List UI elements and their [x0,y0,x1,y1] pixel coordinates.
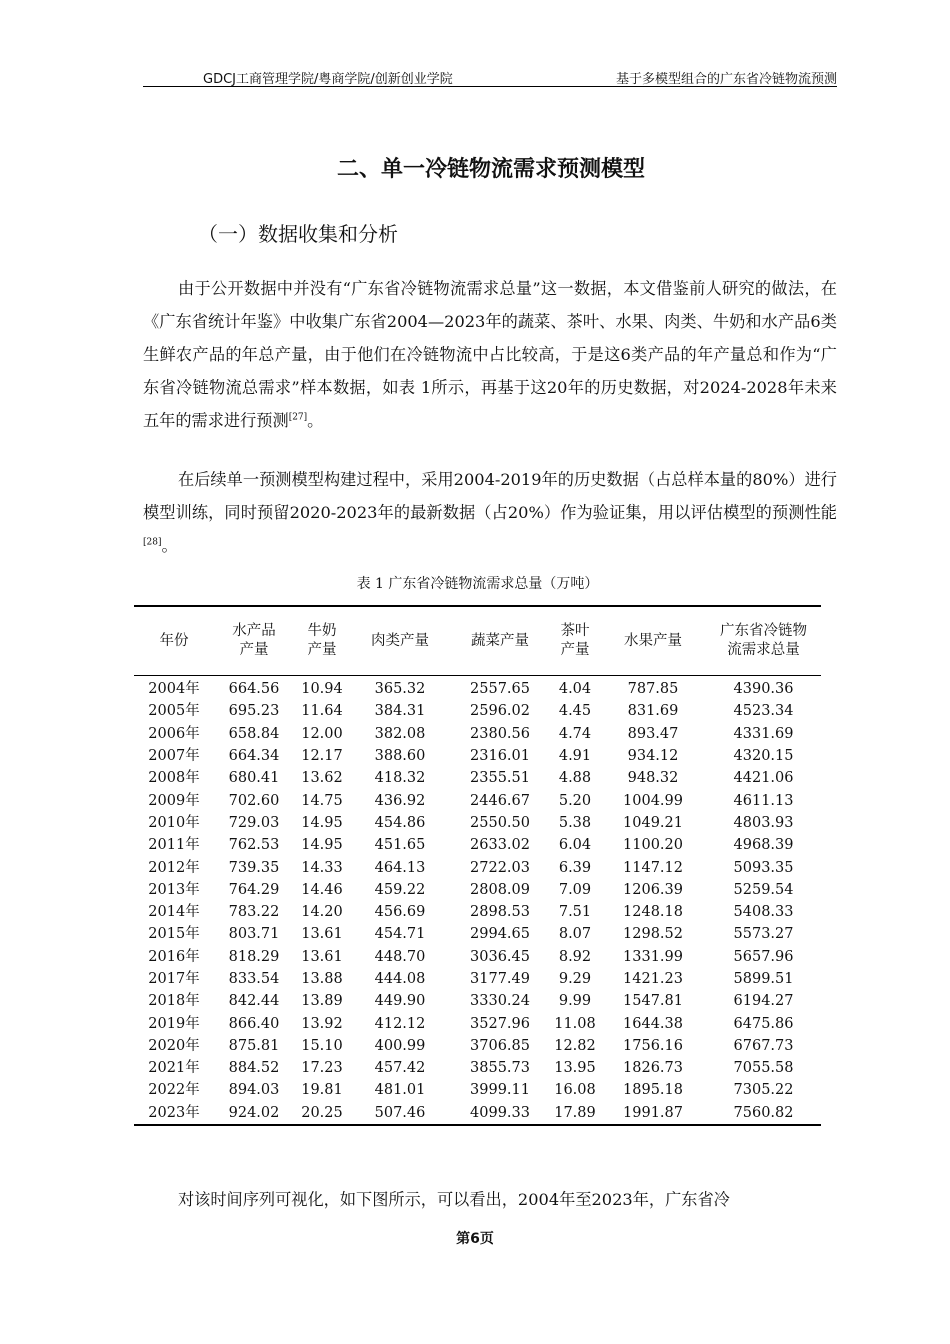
table-cell: 7055.58 [733,1060,794,1077]
citation-28[interactable]: [28] [143,537,162,548]
table-cell: 3036.45 [470,948,530,965]
citation-27[interactable]: [27] [288,412,308,423]
paragraph-3 [143,1183,837,1216]
paragraph-2-end: 。 [161,536,178,555]
table-cell: 5408.33 [733,904,794,921]
table-header-cell: 肉类产量 [350,606,450,676]
table-header-cell: 蔬菜产量 [450,606,550,676]
page-header [143,66,837,87]
table-cell: 454.71 [374,926,426,943]
table-cell: 13.95 [554,1060,596,1077]
table-cell: 13.88 [301,971,343,987]
table-row [134,946,821,968]
table-cell: 664.34 [228,748,280,765]
table-cell: 4.88 [558,770,592,787]
table-header-cell: 年份 [134,606,214,676]
table-cell: 1004.99 [623,792,683,809]
table-cell: 1895.18 [623,1082,683,1099]
table-cell: 6.04 [558,837,592,854]
table-cell: 5573.27 [733,926,794,943]
table-cell: 13.92 [301,1015,343,1032]
table-cell: 2005年 [148,703,200,720]
table-cell: 8.07 [558,926,592,943]
section-title: 二、单一冷链物流需求预测模型 [336,157,645,182]
table-cell: 934.12 [627,748,679,765]
table-cell: 739.35 [228,859,280,876]
table-cell: 400.99 [374,1037,426,1054]
table-cell: 14.95 [301,837,343,854]
table-cell: 459.22 [374,881,426,898]
table-cell: 4.74 [558,725,592,742]
table-header-cell: 水果产量 [600,606,706,676]
table-cell: 1147.12 [623,859,683,876]
table-cell: 2446.67 [470,792,530,809]
table-cell: 948.32 [627,770,679,787]
table-row [134,676,821,701]
table-cell: 2898.53 [470,904,530,921]
table-cell: 14.75 [301,792,343,809]
table-cell: 2006年 [148,725,200,742]
paragraph-2 [143,463,837,562]
table-cell: 1756.16 [623,1037,683,1054]
table-cell: 2355.51 [470,770,530,787]
table-body [134,676,821,1125]
table-cell: 12.00 [301,725,343,742]
table-row [134,789,821,811]
table-cell: 384.31 [374,703,426,720]
table-cell: 5.38 [558,814,592,831]
header-left-text: GDCJ工商管理学院/粤商学院/创新创业学院 [203,72,453,87]
table-row [134,923,821,945]
table-cell: 1644.38 [623,1015,683,1032]
table-cell: 5259.54 [733,881,794,898]
table-cell: 2316.01 [470,748,530,765]
table-row [134,745,821,767]
table-cell: 2722.03 [470,859,530,876]
table-cell: 13.61 [301,926,343,943]
table-cell: 15.10 [301,1037,343,1054]
table-cell: 14.33 [301,859,343,876]
table-cell: 2550.50 [470,814,530,831]
table-cell: 10.94 [301,681,343,698]
table-row [134,700,821,722]
table-row [134,968,821,990]
table-cell: 764.29 [228,881,280,898]
table-cell: 1421.23 [623,971,683,987]
table-cell: 365.32 [374,681,426,698]
table-cell: 3330.24 [470,993,530,1010]
table-row [134,1057,821,1079]
table-cell: 702.60 [228,792,280,809]
table-row [134,901,821,923]
table-cell: 2596.02 [470,703,530,720]
table-cell: 866.40 [228,1015,280,1032]
table-header-cell: 牛奶 产量 [294,606,350,676]
table-cell: 2021年 [148,1060,200,1077]
table-cell: 842.44 [228,993,280,1010]
table-cell: 9.99 [558,993,592,1010]
table-cell: 6.39 [558,859,592,876]
table-row [134,990,821,1012]
table-cell: 1331.99 [623,948,683,965]
table-row [134,1102,821,1125]
table-cell: 14.46 [301,881,343,898]
table-cell: 2019年 [148,1015,200,1032]
table-cell: 464.13 [374,859,426,876]
table-cell: 507.46 [350,1102,450,1125]
table-cell: 382.08 [374,725,426,742]
table-cell: 14.20 [301,904,343,921]
table-cell: 19.81 [301,1082,343,1099]
table-cell: 884.52 [228,1060,280,1077]
table-cell: 2016年 [148,948,200,965]
table-cell: 12.17 [301,748,343,765]
table-row [134,1035,821,1057]
table-cell: 762.53 [228,837,280,854]
table-cell: 2010年 [148,814,200,831]
table-cell: 4968.39 [733,837,794,854]
header-right-text: 基于多模型组合的广东省冷链物流预测 [615,72,837,87]
table-cell: 418.32 [374,770,426,787]
table-cell: 388.60 [374,748,426,765]
table-cell: 456.69 [374,904,426,921]
table-cell: 3999.11 [470,1082,530,1099]
table-cell: 1991.87 [600,1102,706,1125]
table-cell: 658.84 [228,725,280,742]
table-cell: 729.03 [228,814,280,831]
data-table [134,605,821,1126]
table-cell: 2023年 [134,1102,214,1125]
table-cell: 2008年 [148,770,200,787]
table-cell: 6767.73 [733,1037,794,1054]
paragraph-3-text: 对该时间序列可视化，如下图所示，可以看出，2004年至2023年，广东省冷 [178,1190,730,1209]
table-caption: 表 1 广东省冷链物流需求总量（万吨） [356,576,599,592]
table-cell: 5899.51 [733,971,794,987]
table-cell: 2012年 [148,859,200,876]
table-row [134,723,821,745]
table-cell: 2994.65 [470,926,530,943]
table-cell: 695.23 [228,703,280,720]
table-cell: 451.65 [374,837,426,854]
table-cell: 924.02 [214,1102,294,1125]
table-cell: 6475.86 [733,1015,794,1032]
table-cell: 818.29 [228,948,280,965]
table-cell: 5.20 [558,792,592,809]
table-cell: 2015年 [148,926,200,943]
paragraph-1 [143,272,837,437]
table-cell: 7305.22 [733,1082,794,1099]
table-cell: 4390.36 [733,681,794,698]
table-cell: 4803.93 [733,814,794,831]
table-cell: 2013年 [148,881,200,898]
table-cell: 481.01 [374,1082,426,1099]
table-cell: 7.09 [558,881,592,898]
table-cell: 831.69 [627,703,679,720]
table-row [134,767,821,789]
table-cell: 2020年 [148,1037,200,1054]
table-cell: 444.08 [374,971,426,987]
table-cell: 4523.34 [733,703,794,720]
table-cell: 2007年 [148,748,200,765]
table-cell: 11.08 [554,1015,596,1032]
table-row [134,834,821,856]
page-number: 第6页 [456,1231,494,1247]
table-cell: 20.25 [294,1102,350,1125]
table-cell: 2557.65 [470,681,530,698]
table-cell: 3177.49 [470,971,530,987]
table-cell: 5093.35 [733,859,794,876]
table-cell: 1248.18 [623,904,683,921]
table-cell: 11.64 [301,703,343,720]
table-cell: 2018年 [148,993,200,1010]
table-cell: 4611.13 [733,792,794,809]
table-cell: 412.12 [374,1015,426,1032]
table-row [134,856,821,878]
table-cell: 4320.15 [733,748,794,765]
table-cell: 2009年 [148,792,200,809]
table-cell: 448.70 [374,948,426,965]
table-cell: 13.62 [301,770,343,787]
table-cell: 4099.33 [450,1102,550,1125]
table-cell: 787.85 [627,681,679,698]
table-cell: 4.91 [558,748,592,765]
table-cell: 9.29 [558,971,592,987]
table-cell: 1547.81 [623,993,683,1010]
table-cell: 2022年 [148,1082,200,1099]
paragraph-2-text: 在后续单一预测模型构建过程中，采用2004-2019年的历史数据（占总样本量的80%）进行模型训练，同时预留2020-2023年的最新数据（占20%）作为验证集，用以评估模型的预测性能 [143,470,837,522]
table-cell: 833.54 [228,971,280,987]
table-cell: 457.42 [374,1060,426,1077]
table-cell: 8.92 [558,948,592,965]
table-cell: 1049.21 [623,814,683,831]
table-cell: 16.08 [554,1082,596,1099]
table-cell: 783.22 [228,904,280,921]
table-row [134,1012,821,1034]
table-cell: 4.45 [558,703,592,720]
paragraph-1-text: 由于公开数据中并没有“广东省冷链物流需求总量”这一数据，本文借鉴前人研究的做法，在《广东省统计年鉴》中收集广东省2004—2023年的蔬菜、茶叶、水果、肉类、牛奶和水产品6类生鲜农产品的年总产量，由于他们在冷链物流中占比较高，于是这6类产品的年产量总和作为“广东省冷链物流总需求”样本数据，如表 1所示，再基于这20年的历史数据，对2024-2028年未来五年的需求进行预测 [143,279,837,430]
table-cell: 2380.56 [470,725,530,742]
table-cell: 13.89 [301,993,343,1010]
table-cell: 893.47 [627,725,679,742]
table-cell: 2633.02 [470,837,530,854]
table-cell: 3855.73 [470,1060,530,1077]
table-cell: 12.82 [554,1037,596,1054]
table-row [134,879,821,901]
table-cell: 2808.09 [470,881,530,898]
table-cell: 3706.85 [470,1037,530,1054]
subsection-title: （一）数据收集和分析 [198,222,398,246]
table-cell: 664.56 [228,681,280,698]
table-cell: 17.23 [301,1060,343,1077]
table-cell: 4421.06 [733,770,794,787]
table-header-cell: 茶叶 产量 [550,606,600,676]
table-cell: 7.51 [558,904,592,921]
table-cell: 803.71 [228,926,280,943]
table-cell: 2017年 [148,971,200,987]
table-row [134,812,821,834]
paragraph-1-end: 。 [307,411,324,430]
table-cell: 875.81 [228,1037,280,1054]
table-cell: 1206.39 [623,881,683,898]
table-cell: 6194.27 [733,993,794,1010]
table-cell: 1100.20 [623,837,683,854]
table-cell: 4331.69 [733,725,794,742]
table-header-row [134,606,821,676]
table-cell: 7560.82 [706,1102,821,1125]
table-cell: 1298.52 [623,926,683,943]
table-cell: 680.41 [228,770,280,787]
table-cell: 5657.96 [733,948,794,965]
table-header-cell: 广东省冷链物 流需求总量 [706,606,821,676]
table-cell: 894.03 [228,1082,280,1099]
table-cell: 1826.73 [623,1060,683,1077]
table-cell: 17.89 [550,1102,600,1125]
table-cell: 13.61 [301,948,343,965]
table-cell: 449.90 [374,993,426,1010]
table-header-cell: 水产品 产量 [214,606,294,676]
table-cell: 14.95 [301,814,343,831]
table-cell: 3527.96 [470,1015,530,1032]
table-cell: 2014年 [148,904,200,921]
table-row [134,1079,821,1101]
table-cell: 436.92 [374,792,426,809]
table-cell: 4.04 [558,681,592,698]
table-cell: 454.86 [374,814,426,831]
table-cell: 2004年 [148,681,200,698]
table-cell: 2011年 [148,837,200,854]
